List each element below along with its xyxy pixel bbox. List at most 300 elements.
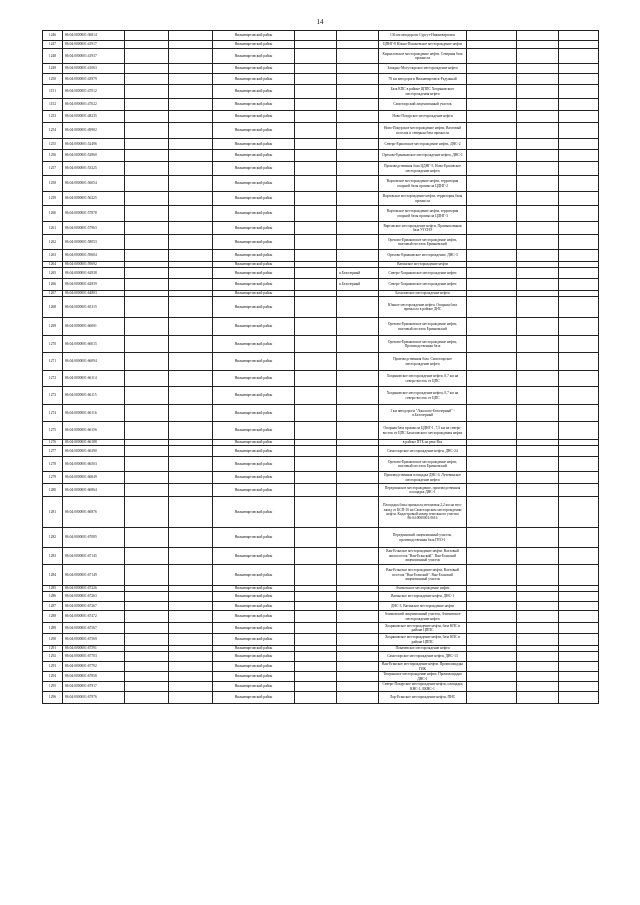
- cadastral-number-cell: 86:04:0000001:67085: [63, 528, 125, 548]
- district-cell: Нижневартовский район: [213, 497, 295, 528]
- empty-cell: [517, 472, 559, 484]
- locality-cell: [337, 85, 379, 99]
- empty-cell: [125, 353, 169, 371]
- empty-cell: [295, 548, 337, 565]
- table-row: [43, 74, 599, 85]
- empty-cell: [517, 353, 559, 371]
- empty-cell: [169, 682, 213, 692]
- cadastral-number-cell: 86:04:0000001:67267: [63, 602, 125, 611]
- empty-cell: [295, 497, 337, 528]
- empty-cell: [467, 49, 517, 64]
- empty-cell: [169, 279, 213, 291]
- address-cell: Орехово-Ермаковское месторождение нефти, Производственная база: [379, 336, 467, 353]
- table-row: [43, 528, 599, 548]
- row-number-cell: 1267: [43, 291, 63, 297]
- empty-cell: [125, 592, 169, 602]
- row-number-cell: 1263: [43, 250, 63, 262]
- empty-cell: [517, 484, 559, 497]
- row-number-cell: 1273: [43, 387, 63, 405]
- empty-cell: [467, 206, 517, 222]
- row-number-cell: 1277: [43, 446, 63, 457]
- empty-cell: [559, 318, 599, 336]
- address-cell: Ново-Покурское месторождение нефти, Вахтовый поселок и северная база промысла: [379, 123, 467, 139]
- locality-cell: [337, 405, 379, 422]
- cadastral-number-cell: 86:04:0000001:67917: [63, 682, 125, 692]
- empty-cell: [169, 634, 213, 646]
- empty-cell: [125, 279, 169, 291]
- empty-cell: [125, 318, 169, 336]
- district-cell: Нижневартовский район: [213, 586, 295, 592]
- table-row: [43, 123, 599, 139]
- empty-cell: [295, 652, 337, 662]
- empty-cell: [467, 457, 517, 472]
- cadastral-number-cell: 86:04:0000001:52496: [63, 139, 125, 150]
- address-cell: Вартовское месторождение нефти, территория базы промысла: [379, 192, 467, 206]
- row-number-cell: 1288: [43, 611, 63, 623]
- empty-cell: [467, 528, 517, 548]
- address-cell: Северо-Хохряковское месторождение нефти: [379, 279, 467, 291]
- row-number-cell: 1296: [43, 692, 63, 704]
- address-cell: Кирилловское месторождение нефти. Северная база промысла: [379, 49, 467, 64]
- locality-cell: [337, 123, 379, 139]
- locality-cell: [337, 111, 379, 123]
- address-cell: Ван-Еганское месторождение нефти. Промплощадка ПЗК: [379, 662, 467, 672]
- cadastral-number-cell: 86:04:0000001:57963: [63, 222, 125, 235]
- address-cell: Самотлорское месторождение нефти, ДНС-13: [379, 652, 467, 662]
- district-cell: Нижневартовский район: [213, 387, 295, 405]
- cadastral-number-cell: 86:04:0000001:67263: [63, 592, 125, 602]
- district-cell: Нижневартовский район: [213, 279, 295, 291]
- district-cell: Нижневартовский район: [213, 484, 295, 497]
- locality-cell: [337, 528, 379, 548]
- empty-cell: [125, 497, 169, 528]
- table-row: [43, 162, 599, 176]
- empty-cell: [295, 472, 337, 484]
- table-row: [43, 318, 599, 336]
- cadastral-number-cell: 86:04:0000001:49902: [63, 123, 125, 139]
- empty-cell: [559, 528, 599, 548]
- empty-cell: [125, 623, 169, 634]
- table-row: [43, 405, 599, 422]
- empty-cell: [125, 297, 169, 318]
- empty-cell: [125, 446, 169, 457]
- empty-cell: [169, 222, 213, 235]
- locality-cell: [337, 336, 379, 353]
- locality-cell: [337, 250, 379, 262]
- empty-cell: [125, 250, 169, 262]
- district-cell: Нижневартовский район: [213, 682, 295, 692]
- district-cell: Нижневартовский район: [213, 672, 295, 682]
- district-cell: Нижневартовский район: [213, 99, 295, 111]
- empty-cell: [559, 472, 599, 484]
- cadastral-number-cell: 86:04:0000001:66156: [63, 422, 125, 440]
- table-row: [43, 611, 599, 623]
- address-cell: Орехово-Ермаковское месторождение нефти, ДНС-1: [379, 150, 467, 162]
- row-number-cell: 1271: [43, 353, 63, 371]
- empty-cell: [517, 268, 559, 279]
- empty-cell: [169, 405, 213, 422]
- empty-cell: [467, 484, 517, 497]
- empty-cell: [295, 672, 337, 682]
- address-cell: Производственная площадка ДНС-4, Лучевинское месторождение нефти: [379, 472, 467, 484]
- empty-cell: [517, 279, 559, 291]
- empty-cell: [295, 602, 337, 611]
- empty-cell: [559, 497, 599, 528]
- district-cell: Нижневартовский район: [213, 646, 295, 652]
- locality-cell: [337, 565, 379, 586]
- empty-cell: [295, 176, 337, 192]
- district-cell: Нижневартовский район: [213, 176, 295, 192]
- locality-cell: [337, 672, 379, 682]
- cadastral-number-cell: 86:04:0000001:56225: [63, 192, 125, 206]
- empty-cell: [125, 150, 169, 162]
- empty-cell: [169, 99, 213, 111]
- district-cell: Нижневартовский район: [213, 192, 295, 206]
- empty-cell: [559, 162, 599, 176]
- empty-cell: [559, 235, 599, 250]
- empty-cell: [295, 279, 337, 291]
- empty-cell: [467, 111, 517, 123]
- cadastral-number-cell: 86:04:0000001:59692: [63, 262, 125, 268]
- empty-cell: [517, 652, 559, 662]
- row-number-cell: 1250: [43, 74, 63, 85]
- empty-cell: [467, 592, 517, 602]
- empty-cell: [169, 297, 213, 318]
- empty-cell: [559, 279, 599, 291]
- empty-cell: [559, 176, 599, 192]
- district-cell: Нижневартовский район: [213, 235, 295, 250]
- empty-cell: [125, 565, 169, 586]
- empty-cell: [169, 623, 213, 634]
- row-number-cell: 1294: [43, 672, 63, 682]
- empty-cell: [559, 353, 599, 371]
- registry-table: [42, 30, 599, 704]
- empty-cell: [467, 634, 517, 646]
- row-number-cell: 1285: [43, 586, 63, 592]
- address-cell: Ватинское месторождение нефти, ДНС-1: [379, 592, 467, 602]
- empty-cell: [295, 31, 337, 41]
- address-cell: 136 км автодороги Сургут-Нижневартовск: [379, 31, 467, 41]
- empty-cell: [467, 150, 517, 162]
- address-cell: в районе ПТБ на реке Вах: [379, 440, 467, 446]
- locality-cell: [337, 74, 379, 85]
- locality-cell: [337, 150, 379, 162]
- empty-cell: [125, 336, 169, 353]
- empty-cell: [559, 49, 599, 64]
- district-cell: Нижневартовский район: [213, 602, 295, 611]
- empty-cell: [169, 123, 213, 139]
- empty-cell: [125, 176, 169, 192]
- row-number-cell: 1254: [43, 123, 63, 139]
- empty-cell: [559, 672, 599, 682]
- table-row: [43, 279, 599, 291]
- empty-cell: [559, 268, 599, 279]
- empty-cell: [559, 139, 599, 150]
- empty-cell: [559, 602, 599, 611]
- empty-cell: [559, 74, 599, 85]
- locality-cell: п.Белозерный: [337, 268, 379, 279]
- empty-cell: [295, 565, 337, 586]
- empty-cell: [125, 457, 169, 472]
- empty-cell: [517, 592, 559, 602]
- district-cell: Нижневартовский район: [213, 162, 295, 176]
- empty-cell: [169, 150, 213, 162]
- table-row: [43, 602, 599, 611]
- empty-cell: [559, 41, 599, 49]
- empty-cell: [517, 74, 559, 85]
- empty-cell: [169, 422, 213, 440]
- locality-cell: [337, 602, 379, 611]
- table-row: [43, 548, 599, 565]
- cadastral-number-cell: 86:04:0000001:67569: [63, 634, 125, 646]
- empty-cell: [295, 484, 337, 497]
- address-cell: ЦПНГ-8 Южно-Покачевское месторождение нефти: [379, 41, 467, 49]
- empty-cell: [125, 692, 169, 704]
- locality-cell: [337, 682, 379, 692]
- row-number-cell: 1281: [43, 497, 63, 528]
- empty-cell: [559, 662, 599, 672]
- empty-cell: [559, 446, 599, 457]
- empty-cell: [517, 623, 559, 634]
- empty-cell: [559, 123, 599, 139]
- empty-cell: [169, 457, 213, 472]
- locality-cell: [337, 692, 379, 704]
- district-cell: Нижневартовский район: [213, 422, 295, 440]
- empty-cell: [169, 74, 213, 85]
- empty-cell: [517, 206, 559, 222]
- district-cell: Нижневартовский район: [213, 291, 295, 297]
- cadastral-number-cell: 86:04:0000001:43979: [63, 74, 125, 85]
- empty-cell: [169, 446, 213, 457]
- registry-rows: [43, 31, 599, 704]
- empty-cell: [559, 682, 599, 692]
- empty-cell: [125, 548, 169, 565]
- locality-cell: [337, 49, 379, 64]
- table-row: [43, 222, 599, 235]
- locality-cell: [337, 422, 379, 440]
- empty-cell: [467, 548, 517, 565]
- empty-cell: [517, 150, 559, 162]
- empty-cell: [467, 672, 517, 682]
- empty-cell: [559, 99, 599, 111]
- district-cell: Нижневартовский район: [213, 111, 295, 123]
- cadastral-number-cell: 86:04:0000001:41937: [63, 49, 125, 64]
- district-cell: Нижневартовский район: [213, 297, 295, 318]
- row-number-cell: 1278: [43, 457, 63, 472]
- row-number-cell: 1280: [43, 484, 63, 497]
- empty-cell: [169, 672, 213, 682]
- empty-cell: [467, 623, 517, 634]
- empty-cell: [125, 682, 169, 692]
- cadastral-number-cell: 86:04:0000001:57878: [63, 206, 125, 222]
- empty-cell: [467, 682, 517, 692]
- empty-cell: [295, 387, 337, 405]
- address-cell: 78 км автодороги Нижневартовск-Радужный: [379, 74, 467, 85]
- empty-cell: [125, 41, 169, 49]
- empty-cell: [125, 123, 169, 139]
- cadastral-number-cell: 86:04:0000001:66114: [63, 371, 125, 387]
- empty-cell: [467, 123, 517, 139]
- locality-cell: [337, 472, 379, 484]
- cadastral-number-cell: 86:04:0000001:67703: [63, 652, 125, 662]
- row-number-cell: 1265: [43, 268, 63, 279]
- empty-cell: [295, 222, 337, 235]
- empty-cell: [517, 162, 559, 176]
- empty-cell: [559, 387, 599, 405]
- address-cell: Хохряковское месторождение нефти, база КПС в районе ЦППС: [379, 634, 467, 646]
- empty-cell: [559, 652, 599, 662]
- locality-cell: [337, 484, 379, 497]
- empty-cell: [295, 297, 337, 318]
- row-number-cell: 1152: [43, 99, 63, 111]
- table-row: [43, 31, 599, 41]
- row-number-cell: 1275: [43, 422, 63, 440]
- row-number-cell: 1279: [43, 472, 63, 484]
- locality-cell: [337, 371, 379, 387]
- table-row: [43, 192, 599, 206]
- district-cell: Нижневартовский район: [213, 371, 295, 387]
- locality-cell: [337, 446, 379, 457]
- locality-cell: п.Белозерный: [337, 279, 379, 291]
- empty-cell: [295, 528, 337, 548]
- row-number-cell: 1270: [43, 336, 63, 353]
- cadastral-number-cell: 86:04:0000001:66001: [63, 318, 125, 336]
- row-number-cell: 1269: [43, 318, 63, 336]
- district-cell: Нижневартовский район: [213, 611, 295, 623]
- address-cell: Северо-Покурское месторождение нефти, площадка КНС-1, БКНС-1: [379, 682, 467, 692]
- empty-cell: [517, 41, 559, 49]
- table-row: [43, 49, 599, 64]
- empty-cell: [125, 602, 169, 611]
- district-cell: Нижневартовский район: [213, 74, 295, 85]
- empty-cell: [125, 611, 169, 623]
- cadastral-number-cell: 86:04:0000001:53325: [63, 162, 125, 176]
- empty-cell: [467, 235, 517, 250]
- row-number-cell: 1253: [43, 111, 63, 123]
- district-cell: Нижневартовский район: [213, 123, 295, 139]
- cadastral-number-cell: 86:04:0000001:66864: [63, 484, 125, 497]
- empty-cell: [517, 682, 559, 692]
- table-row: [43, 206, 599, 222]
- cadastral-number-cell: 86:04:0000001:48235: [63, 111, 125, 123]
- empty-cell: [467, 176, 517, 192]
- empty-cell: [295, 235, 337, 250]
- cadastral-number-cell: 86:04:0000001:66094: [63, 353, 125, 371]
- row-number-cell: 1264: [43, 262, 63, 268]
- cadastral-number-cell: 86:04:0000001:67472: [63, 611, 125, 623]
- empty-cell: [467, 318, 517, 336]
- empty-cell: [125, 528, 169, 548]
- address-cell: Производственная база ЦДНГ-5, Ново-Ершовское месторождение нефти: [379, 162, 467, 176]
- cadastral-number-cell: 86:04:0000001:67792: [63, 662, 125, 672]
- empty-cell: [517, 235, 559, 250]
- empty-cell: [125, 235, 169, 250]
- district-cell: Нижневартовский район: [213, 49, 295, 64]
- empty-cell: [467, 192, 517, 206]
- empty-cell: [559, 548, 599, 565]
- table-row: [43, 371, 599, 387]
- address-cell: Орехово-Ермаковское месторождение нефти, вахтовый поселок Ермаковский: [379, 457, 467, 472]
- address-cell: Орехово-Ермаковское месторождение нефти, вахтовый поселок Ермаковский: [379, 318, 467, 336]
- empty-cell: [169, 235, 213, 250]
- locality-cell: [337, 387, 379, 405]
- table-row: [43, 592, 599, 602]
- locality-cell: [337, 457, 379, 472]
- row-number-cell: 1291: [43, 646, 63, 652]
- locality-cell: [337, 592, 379, 602]
- empty-cell: [169, 371, 213, 387]
- row-number-cell: 1283: [43, 548, 63, 565]
- district-cell: Нижневартовский район: [213, 652, 295, 662]
- empty-cell: [467, 611, 517, 623]
- cadastral-number-cell: 86:04:0000001:67567: [63, 623, 125, 634]
- empty-cell: [169, 268, 213, 279]
- empty-cell: [295, 150, 337, 162]
- district-cell: Нижневартовский район: [213, 353, 295, 371]
- empty-cell: [517, 602, 559, 611]
- cadastral-number-cell: 86:04:0000001:56054: [63, 176, 125, 192]
- cadastral-number-cell: 86:04:0000001:66188: [63, 440, 125, 446]
- table-row: [43, 176, 599, 192]
- table-row: [43, 139, 599, 150]
- empty-cell: [169, 31, 213, 41]
- empty-cell: [125, 472, 169, 484]
- empty-cell: [559, 192, 599, 206]
- district-cell: Нижневартовский район: [213, 565, 295, 586]
- locality-cell: [337, 176, 379, 192]
- empty-cell: [517, 692, 559, 704]
- locality-cell: [337, 662, 379, 672]
- empty-cell: [559, 336, 599, 353]
- empty-cell: [517, 634, 559, 646]
- empty-cell: [169, 206, 213, 222]
- empty-cell: [125, 85, 169, 99]
- empty-cell: [125, 484, 169, 497]
- empty-cell: [467, 279, 517, 291]
- empty-cell: [517, 611, 559, 623]
- row-number-cell: 1274: [43, 405, 63, 422]
- cadastral-number-cell: 86:04:0000001:66876: [63, 497, 125, 528]
- empty-cell: [517, 222, 559, 235]
- address-cell: Вартовское месторождение нефти, территория опорной базы промысла ЦДНГ-2: [379, 176, 467, 192]
- address-cell: Хохряковское месторождение нефти, 0,7 км на северо-восток от ЦПС: [379, 371, 467, 387]
- address-cell: Тюгрянское месторождение нефти. Промплощадка ДНС-1: [379, 672, 467, 682]
- empty-cell: [125, 74, 169, 85]
- empty-cell: [169, 111, 213, 123]
- cadastral-number-cell: 86:04:0000001:67591: [63, 646, 125, 652]
- empty-cell: [559, 692, 599, 704]
- empty-cell: [467, 602, 517, 611]
- district-cell: Нижневартовский район: [213, 222, 295, 235]
- address-cell: Покачевское месторождение нефти: [379, 646, 467, 652]
- locality-cell: [337, 634, 379, 646]
- address-cell: Ватинское месторождение нефти: [379, 262, 467, 268]
- empty-cell: [467, 268, 517, 279]
- district-cell: Нижневартовский район: [213, 472, 295, 484]
- empty-cell: [467, 31, 517, 41]
- district-cell: Нижневартовский район: [213, 446, 295, 457]
- empty-cell: [467, 41, 517, 49]
- district-cell: Нижневартовский район: [213, 318, 295, 336]
- cadastral-number-cell: 86:04:0000001:67149: [63, 565, 125, 586]
- table-row: [43, 692, 599, 704]
- table-row: [43, 457, 599, 472]
- address-cell: База КПС в районе ЦППС Хохряковского месторождения нефти: [379, 85, 467, 99]
- empty-cell: [295, 623, 337, 634]
- empty-cell: [125, 405, 169, 422]
- empty-cell: [295, 634, 337, 646]
- row-number-cell: 1289: [43, 623, 63, 634]
